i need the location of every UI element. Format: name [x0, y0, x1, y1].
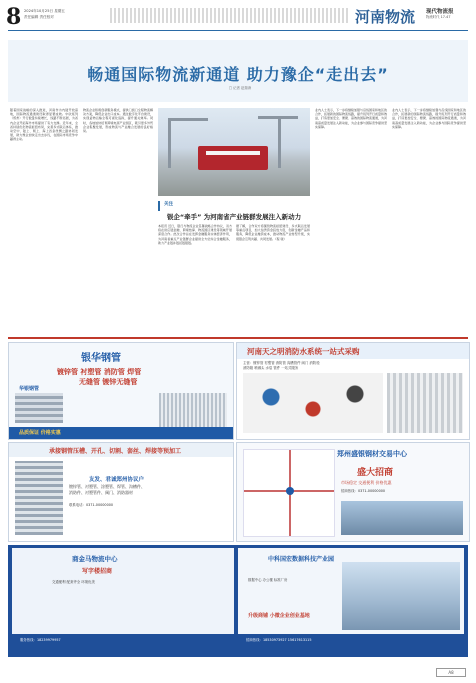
section-title: 河南物流 [355, 8, 416, 26]
header-rule [8, 30, 468, 31]
ad-shangjinma [12, 548, 234, 654]
paper-sub: 物流时代 17-47 [426, 15, 451, 19]
byline: □ 记者 赵瑞涛 [228, 86, 252, 90]
ad-tianzhiming [236, 342, 470, 440]
ad1-footer: 品质保证 价格实惠 [19, 430, 61, 436]
ad6-line1: 数据中心 办公楼 标准厂房 [248, 578, 288, 582]
ad5-company: 商金马物流中心 [72, 555, 118, 563]
article-col-3b: 业内人士表示，下一步将继续加强与沿线国家和地区的合作，拓展新的国际物流线路，提升班列开行质量和效益，打造更加安全、便捷、高效的国际物流通道，为河南高质量发展注入新动能，为企业参与国际竞争提供坚实保障。 [392, 108, 466, 129]
ad-pipe-processing [8, 442, 234, 542]
ad2-line1: 主营：镀锌管 衬塑管 消防管 沟槽管件 阀门 消防栓 [243, 361, 320, 365]
ad1-slogan: 镀锌管 衬塑管 消防管 焊管 [57, 368, 142, 376]
ad5-line1: 交通便利 配套齐全 环境优美 [52, 580, 95, 584]
article-col-3: 业内人士表示，下一步将继续加强与沿线国家和地区的合作，拓展新的国际物流线路，提升班列开行质量和效益，打造更加安全、便捷、高效的国际物流通道，为河南高质量发展注入新动能，为企业参与国际竞争提供坚实保障。 [315, 108, 387, 129]
page-mark: A8 [436, 668, 466, 677]
ad4-line2: 招商热线：0371-00000000 [341, 489, 386, 493]
ad-divider [8, 337, 468, 339]
ad1-slogan2: 无缝管 镀锌无缝管 [79, 378, 138, 386]
ad2-company: 河南天之明消防水系统一站式采购 [247, 347, 360, 356]
pipe-stack-image [15, 393, 63, 423]
ad6-company: 中科国宏数据科技产业园 [268, 556, 335, 563]
ad-zhongke [238, 548, 464, 654]
page-number: 8 [6, 4, 22, 30]
ad-yinhua [8, 342, 234, 440]
train-image [198, 146, 268, 170]
ad6-banner: 升级商铺 小微企业创业基地 [248, 613, 310, 619]
industrial-park-image [342, 562, 460, 630]
fittings-image [243, 373, 383, 433]
ad2-line2: 消防箱 喷淋头 水泵 管件 一站式服务 [243, 366, 299, 370]
article-col-1: 随着国家战略的深入推进，河南作为内陆开放高地，国际物流通道建设取得显著成效。中欧班列（郑州）开行数量持续增长，线路不断拓展，为省内企业开拓海外市场提供了有力支撑。近年来，全省持续优化物流枢纽布局，完善多式联运体系，推动空中、陆上、网上、海上四条丝绸之路协同发展，助力豫企加快走出去步伐，在国际市场竞争中赢得主动。 [10, 108, 78, 142]
paper-name: 现代物流报 [426, 9, 454, 15]
ad4-company: 郑州盛银钢材交易中心 [337, 450, 407, 458]
ad4-banner: 盛大招商 [357, 468, 394, 478]
section-marker [158, 201, 160, 211]
ad-shengyin [236, 442, 470, 542]
warehouse-image [387, 373, 463, 433]
market-image [341, 501, 463, 535]
ad5-line2: 服务热线：18239979957 [20, 638, 61, 642]
subheadline: 银企“牵手” 为河南省产业链群发展注入新动力 [166, 213, 302, 221]
ad3-line2: 镀锌管、衬塑管、涂塑管、焊管、沟槽件、 [69, 484, 145, 489]
ad3-company: 承接钢管压槽、开孔、切割、套丝、焊接等预加工 [49, 448, 182, 455]
location-map [243, 449, 335, 537]
pipe-yard-image [159, 393, 227, 427]
article-photo [158, 108, 310, 196]
ad5-banner: 写字楼招商 [82, 568, 113, 575]
headline: 畅通国际物流新通道 助力豫企“走出去” [87, 65, 389, 84]
article-col-4: 本报讯 近日，银行与物流企业签署战略合作协议，双方将在供应链金融、跨境结算、物流园区建设等领域开展深度合作。此次合作旨在发挥金融服务实体经济作用，为河南省重点产业链群企业提供全方位综合金融服务，助力产业链补链延链强链。 [158, 224, 232, 245]
ad6-line2: 招商热线：18530973927 15617613115 [246, 638, 312, 642]
ad4-line1: 市场稳定 交通便利 价格优惠 [341, 480, 392, 485]
article-col-2: 物流企业积极创新服务模式，提供门到门全程物流解决方案，降低企业出口成本。通过数字化平台建设，实现货物运输全程可视化追踪，提升通关效率。同时，各地加快培育跨境电商产业园区，吸引更多外贸企业集聚发展，形成物流与产业融合发展的良好格局。 [83, 108, 153, 134]
section-label: 关注 [164, 202, 173, 207]
ad1-brand: 华银钢管 [19, 386, 40, 392]
map-pin-icon [286, 487, 294, 495]
ad1-company: 银华钢管 [81, 353, 121, 364]
editor-line: 责任编辑 责任校对 [24, 15, 54, 19]
article-col-5: 据了解，合作双方将围绕物流枢纽建设、多式联运发展等重点项目，加大信贷资金投放力度，创新金融产品和服务，降低企业融资成本，推动物流产业转型升级，实现银企互利共赢、共同发展。（程 驰） [236, 224, 310, 241]
ad3-phone: 联系电话：0371-00000000 [69, 503, 114, 507]
header-stripe [110, 8, 350, 23]
ad3-line3: 消防件、衬塑管件、阀门、消防器材 [69, 490, 133, 495]
pipe-bundle-image [15, 461, 63, 535]
ad3-line1: 友发、君诚郑州协议户 [89, 477, 145, 483]
date-line: 2024年10月25日 星期五 [24, 9, 65, 13]
